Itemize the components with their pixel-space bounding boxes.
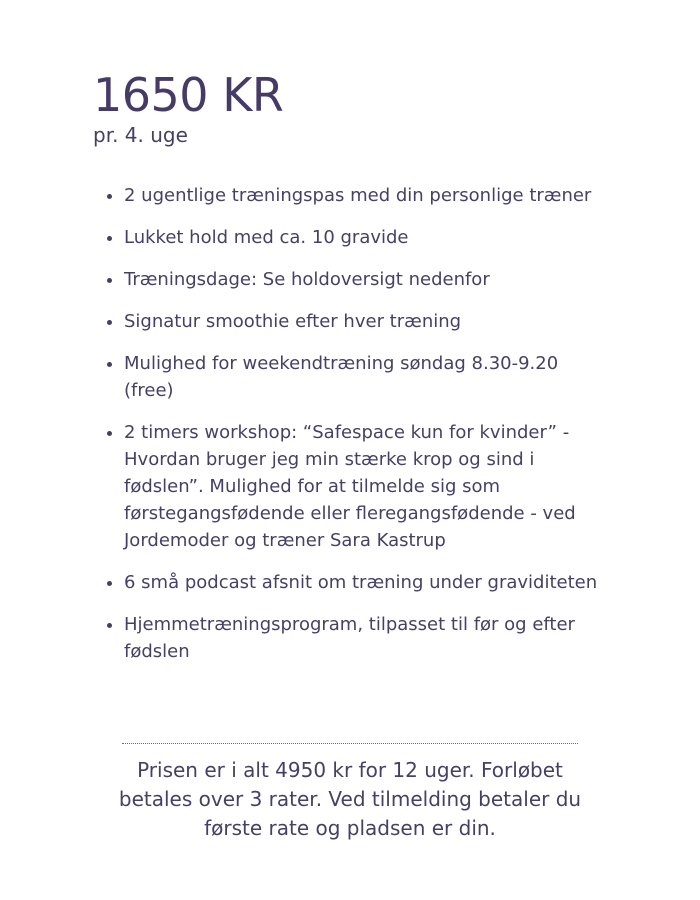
feature-item: • Mulighed for weekendtræning søndag 8.30-9.20 (free): [124, 350, 607, 404]
price-heading: 1650 KR: [93, 68, 284, 122]
payment-note-line: Prisen er i alt 4950 kr for 12 uger. Forløbet: [137, 757, 563, 782]
feature-item: • 2 ugentlige træningspas med din personlige træner: [124, 182, 607, 209]
feature-item: • Hjemmetræningsprogram, tilpasset til før og efter fødslen: [124, 611, 607, 665]
feature-item: • 6 små podcast afsnit om træning under graviditeten: [124, 569, 607, 596]
payment-note-line: betales over 3 rater. Ved tilmelding betaler du: [118, 786, 582, 811]
payment-note-line: første rate og pladsen er din.: [204, 815, 496, 840]
feature-item: • 2 timers workshop: “Safespace kun for kvinder” - Hvordan bruger jeg min stærke krop og sind i fødslen”. Mulighed for at tilmelde sig som førstegangsfødende eller fleregangsfødende - ved Jordemoder og træner Sara Kastrup: [124, 419, 607, 554]
feature-list: [93, 182, 607, 665]
feature-item: • Signatur smoothie efter hver træning: [124, 308, 607, 335]
price-period: pr. 4. uge: [93, 122, 188, 147]
feature-item: • Træningsdage: Se holdoversigt nedenfor: [124, 266, 607, 293]
divider: [122, 743, 578, 744]
payment-note: [93, 756, 607, 843]
feature-item: • Lukket hold med ca. 10 gravide: [124, 224, 607, 251]
